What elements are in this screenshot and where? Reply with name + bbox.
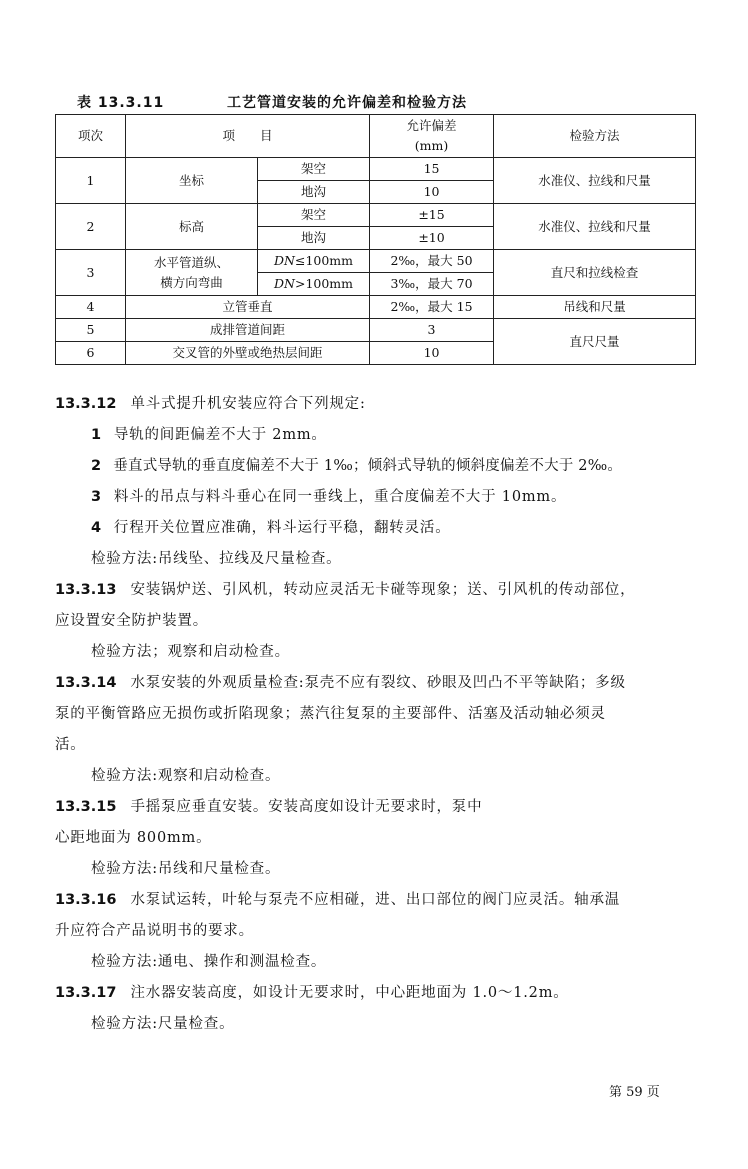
- list-item: [55, 513, 695, 544]
- clause-code: 13.3.16: [55, 892, 117, 908]
- clause-body: [55, 389, 695, 1040]
- header-deviation-line1: 允许偏差: [406, 118, 457, 133]
- row4-val: 2‰，最大 15: [370, 296, 494, 319]
- page-number: 第 59 页: [609, 1085, 660, 1100]
- item-number: 3: [91, 489, 102, 505]
- row6-name: 交叉管的外壁或绝热层间距: [126, 342, 370, 365]
- row3-sub1-rest: ≤100mm: [294, 253, 354, 268]
- header-method: 检验方法: [494, 115, 696, 158]
- list-item: [55, 482, 695, 513]
- table-row: [56, 250, 696, 273]
- clause-text-continued: 应设置安全防护装置。: [55, 613, 208, 629]
- item-number: 4: [91, 520, 102, 536]
- item-text: 料斗的吊点与料斗垂心在同一垂线上，重合度偏差不大于 10mm。: [113, 489, 567, 505]
- row2-no: 2: [56, 204, 126, 250]
- clause-code: 13.3.14: [55, 675, 117, 691]
- row1-val1: 15: [370, 158, 494, 181]
- item-number: 2: [91, 458, 102, 474]
- row1-val2: 10: [370, 181, 494, 204]
- clause-text-continued: 心距地面为 800mm。: [55, 830, 212, 846]
- item-number: 1: [91, 427, 102, 443]
- table-row: [56, 296, 696, 319]
- table-title: [77, 92, 467, 112]
- row2-name: 标高: [126, 204, 258, 250]
- row4-no: 4: [56, 296, 126, 319]
- clause-13-3-16: [55, 885, 695, 916]
- row5-val: 3: [370, 319, 494, 342]
- clause-13-3-17: [55, 978, 695, 1009]
- clause-text: 注水器安装高度，如设计无要求时，中心距地面为 1.0～1.2m。: [130, 985, 569, 1001]
- row3-sub1: [258, 250, 370, 273]
- row1-method: 水准仪、拉线和尺量: [494, 158, 696, 204]
- deviation-table: [55, 114, 696, 365]
- clause-13-3-12: [55, 389, 695, 420]
- clause-code: 13.3.15: [55, 799, 117, 815]
- row3-method: 直尺和拉线检查: [494, 250, 696, 296]
- row3-name-line2: 横方向弯曲: [160, 274, 223, 290]
- row3-no: 3: [56, 250, 126, 296]
- row1-no: 1: [56, 158, 126, 204]
- clause-text-continued: 活。: [55, 737, 86, 753]
- table-row: [56, 158, 696, 181]
- header-deviation-unit: (mm): [414, 138, 449, 153]
- clause-text: 安装锅炉送、引风机，转动应灵活无卡碰等现象；送、引风机的传动部位，: [130, 582, 636, 598]
- list-item: [55, 451, 695, 482]
- clause-code: 13.3.12: [55, 396, 117, 412]
- row3-sub2-rest: >100mm: [294, 276, 354, 291]
- row3-name: [126, 250, 258, 296]
- table-row: [56, 204, 696, 227]
- row3-val1: 2‰，最大 50: [370, 250, 494, 273]
- header-item-no: 项次: [56, 115, 126, 158]
- clause-text: 单斗式提升机安装应符合下列规定:: [130, 396, 366, 412]
- clause-text-continued: 升应符合产品说明书的要求。: [55, 923, 254, 939]
- table-caption: 工艺管道安装的允许偏差和检验方法: [227, 95, 467, 111]
- row3-sub1-dn: DN: [274, 253, 295, 268]
- table-number: 表 13.3.11: [77, 95, 165, 111]
- clause-13-3-15: [55, 792, 695, 823]
- row1-sub1: 架空: [258, 158, 370, 181]
- inspection-method: 检验方法:观察和启动检查。: [91, 768, 281, 784]
- item-text: 导轨的间距偏差不大于 2mm。: [113, 427, 327, 443]
- row3-val2: 3‰，最大 70: [370, 273, 494, 296]
- table-header-row: [56, 115, 696, 158]
- row4-name: 立管垂直: [126, 296, 370, 319]
- row5-no: 5: [56, 319, 126, 342]
- list-item: [55, 420, 695, 451]
- clause-13-3-13: [55, 575, 695, 606]
- row1-sub2: 地沟: [258, 181, 370, 204]
- row1-name: 坐标: [126, 158, 258, 204]
- row6-no: 6: [56, 342, 126, 365]
- row6-val: 10: [370, 342, 494, 365]
- clause-13-3-14: [55, 668, 695, 699]
- inspection-method: 检验方法:通电、操作和测温检查。: [91, 954, 327, 970]
- row3-sub2: [258, 273, 370, 296]
- row5-name: 成排管道间距: [126, 319, 370, 342]
- item-text: 垂直式导轨的垂直度偏差不大于 1‰；倾斜式导轨的倾斜度偏差不大于 2‰。: [113, 458, 623, 474]
- clause-text: 手摇泵应垂直安装。安装高度如设计无要求时，泵中: [130, 799, 483, 815]
- inspection-method: 检验方法:吊线和尺量检查。: [91, 861, 281, 877]
- item-text: 行程开关位置应准确，料斗运行平稳，翻转灵活。: [113, 520, 451, 536]
- row2-val1: ±15: [370, 204, 494, 227]
- row2-method: 水准仪、拉线和尺量: [494, 204, 696, 250]
- inspection-method: 检验方法；观察和启动检查。: [91, 644, 290, 660]
- row2-val2: ±10: [370, 227, 494, 250]
- row4-method: 吊线和尺量: [494, 296, 696, 319]
- row2-sub1: 架空: [258, 204, 370, 227]
- clause-code: 13.3.17: [55, 985, 117, 1001]
- table-row: [56, 319, 696, 342]
- row3-sub2-dn: DN: [274, 276, 295, 291]
- inspection-method: 检验方法:尺量检查。: [91, 1016, 235, 1032]
- clause-text-continued: 泵的平衡管路应无损伤或折陷现象；蒸汽往复泵的主要部件、活塞及活动轴必须灵: [55, 706, 606, 722]
- clause-text: 水泵安装的外观质量检查:泵壳不应有裂纹、砂眼及凹凸不平等缺陷；多级: [130, 675, 626, 691]
- header-deviation: [370, 115, 494, 158]
- row2-sub2: 地沟: [258, 227, 370, 250]
- clause-text: 水泵试运转，叶轮与泵壳不应相碰，进、出口部位的阀门应灵活。轴承温: [130, 892, 621, 908]
- clause-code: 13.3.13: [55, 582, 117, 598]
- row5-method: 直尺尺量: [494, 319, 696, 365]
- inspection-method: 检验方法:吊线坠、拉线及尺量检查。: [91, 551, 342, 567]
- row3-name-line1: 水平管道纵、: [153, 254, 229, 270]
- header-item: 项 目: [126, 115, 370, 158]
